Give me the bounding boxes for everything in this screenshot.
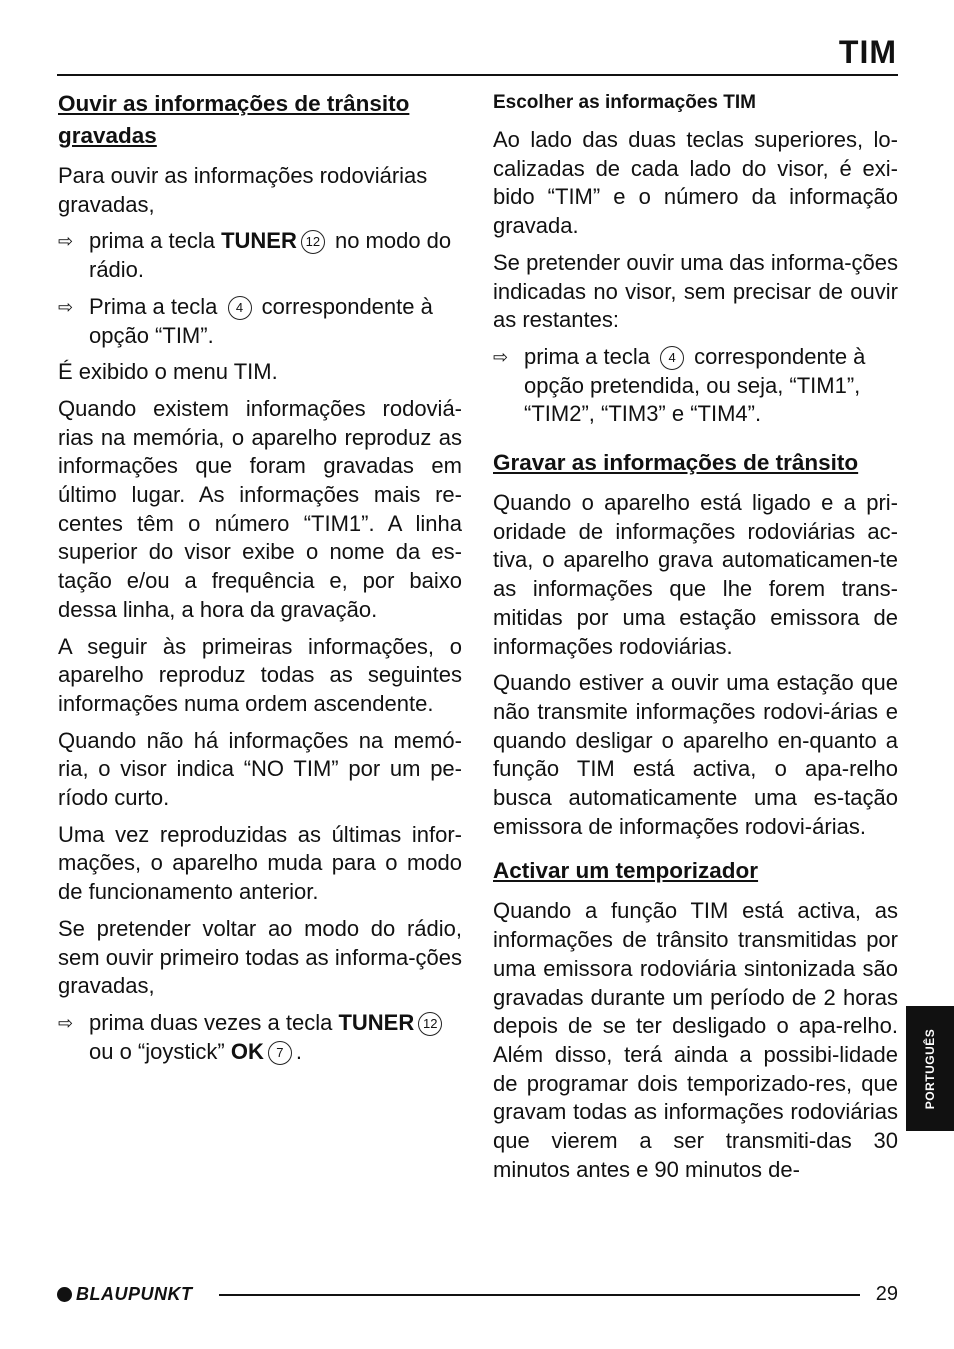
subheading-choose: Escolher as informações TIM: [493, 92, 756, 113]
arrow-icon: ⇨: [493, 346, 509, 367]
arrow-icon: ⇨: [58, 296, 74, 317]
paragraph: Quando não há informações na memó-ria, o visor indica “NO TIM” por um pe-ríodo curto.: [58, 727, 462, 811]
page-number: 29: [875, 1283, 898, 1305]
section-heading-record: Gravar as informações de trânsito: [493, 450, 859, 476]
paragraph: Quando estiver a ouvir uma estação que não transmite informações rodovi-árias e quando desligar o aparelho en-quanto a função TIM está activa, o apa-relho busca automaticamente uma es-tação emissora de informações rodovi-árias.: [493, 670, 898, 839]
paragraph: A seguir às primeiras informações, o aparelho reproduz todas as seguintes informações numa ordem ascendente.: [58, 633, 462, 716]
paragraph: Quando a função TIM está activa, as informações de trânsito transmitidas por uma emissora rodoviária sintonizada são gravadas durante um período de 2 horas depois de se ter desligado o apa-relho. Além disso, terá ainda a possibi-lidade de programar dois temporizado-res, que gravam todas as informações rodoviárias que vierem a ser transmiti-das 30 minutos antes e 90 minutos de-: [493, 898, 898, 1182]
instruction-item: ⇨ prima a tecla 4 correspondente à opção pretendida, ou seja, “TIM1”, “TIM2”, “TIM3” e “TIM4”.: [493, 343, 866, 427]
page-title: TIM: [838, 34, 897, 70]
language-tab-label: PORTUGUÊS: [923, 1028, 937, 1109]
section-heading-listen: Ouvir as informações de trânsito gravadas: [58, 91, 410, 148]
paragraph: Uma vez reproduzidas as últimas infor-mações, o aparelho muda para o modo de funcionamento anterior.: [58, 821, 462, 905]
footer-rule: [219, 1294, 860, 1296]
instruction-item: ⇨ Prima a tecla 4 correspondente à opção “TIM”.: [58, 293, 433, 348]
arrow-icon: ⇨: [58, 231, 74, 252]
paragraph: Quando o aparelho está ligado e a pri-oridade de informações rodoviárias ac-tiva, o aparelho grava automaticamen-te as informações que lhe forem trans-mitidas por uma estação emissora de informações rodoviárias.: [493, 490, 898, 659]
key-number-icon: 12: [418, 1012, 442, 1036]
paragraph: Se pretender ouvir uma das informa-ções indicadas no visor, sem precisar de ouvir as restantes:: [493, 249, 898, 333]
paragraph: Para ouvir as informações rodoviárias gravadas,: [58, 163, 428, 217]
header-rule: [57, 74, 898, 76]
key-number-icon: 4: [660, 346, 684, 370]
instruction-item: ⇨ prima duas vezes a tecla TUNER 12 ou o “joystick” OK 7 .: [58, 1009, 462, 1066]
brand-logo: BLAUPUNKT: [57, 1284, 193, 1305]
right-column: [493, 88, 898, 1193]
left-column: [58, 88, 462, 1074]
paragraph: Se pretender voltar ao modo do rádio, sem ouvir primeiro todas as informa-ções gravadas,: [58, 915, 462, 999]
paragraph: É exibido o menu TIM.: [58, 359, 278, 385]
key-number-icon: 7: [268, 1041, 292, 1065]
key-number-icon: 12: [301, 230, 325, 254]
language-tab: [906, 1006, 954, 1131]
footer: [57, 1280, 898, 1310]
arrow-icon: ⇨: [58, 1012, 74, 1033]
key-number-icon: 4: [228, 296, 252, 320]
paragraph: Quando existem informações rodoviá-rias na memória, o aparelho reproduz as informações que foram gravadas em último lugar. As informações mais re-centes têm o número “TIM1”. A linha superior do visor exibe o nome da es-tação e/ou a frequência e, por baixo dessa linha, a hora da gravação.: [58, 395, 462, 622]
instruction-item: ⇨ prima a tecla TUNER 12 no modo do rádio.: [58, 228, 452, 283]
section-heading-timer: Activar um temporizador: [493, 858, 759, 884]
paragraph: Ao lado das duas teclas superiores, lo-calizadas de cada lado do visor, é exi-bido “TIM” e o número da informação gravada.: [493, 127, 898, 239]
logo-dot-icon: [57, 1287, 72, 1302]
